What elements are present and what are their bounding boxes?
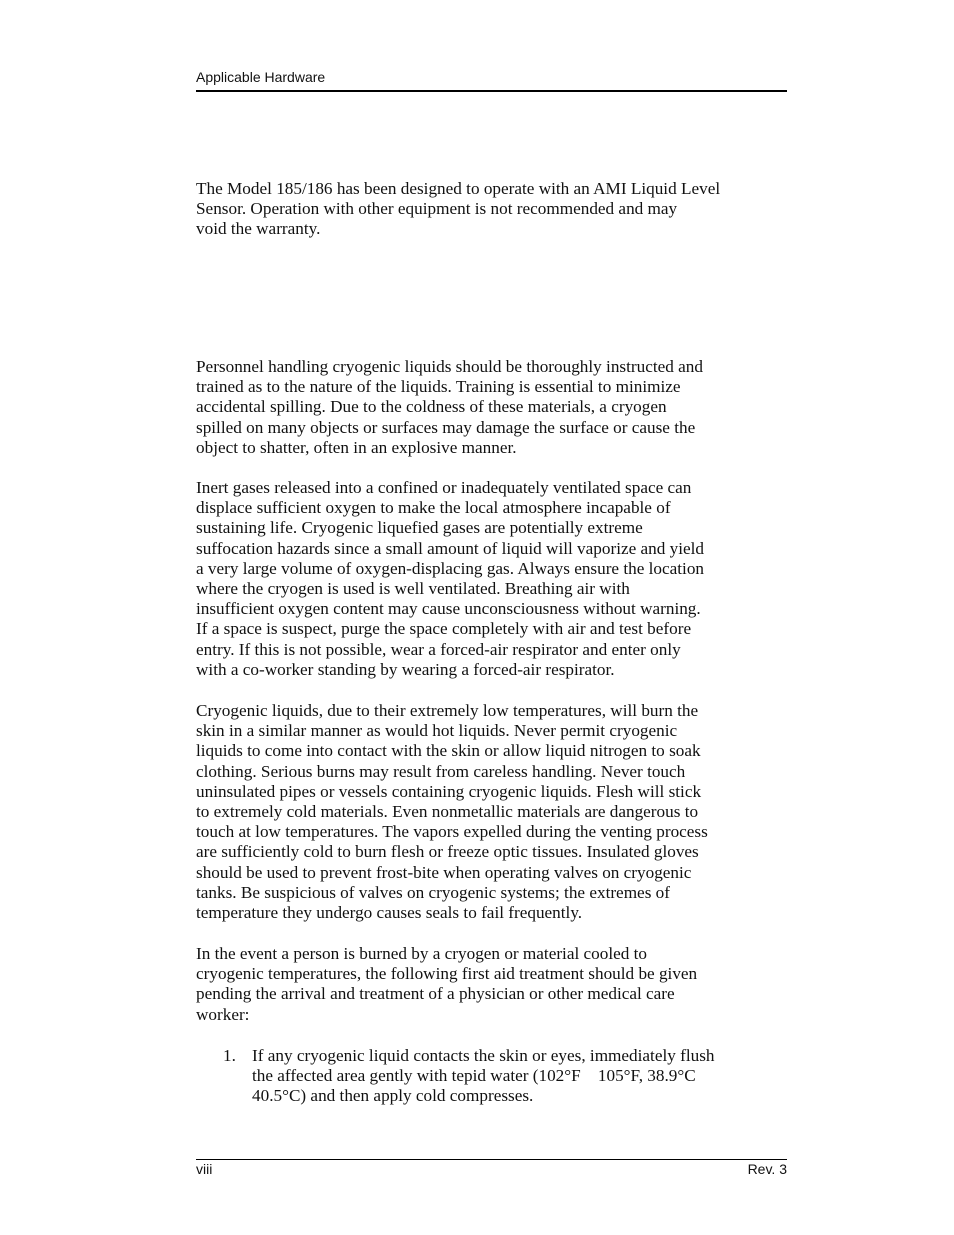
revision-label: Rev. 3 — [747, 1161, 787, 1177]
text-line: accidental spilling. Due to the coldness of these materials, a cryogen — [196, 397, 667, 417]
text-line: temperature they undergo causes seals to fail frequently. — [196, 903, 583, 923]
text-line: skin in a similar manner as would hot liquids. Never permit cryogenic — [196, 721, 678, 741]
paragraph-cryogenic-burns — [196, 701, 787, 923]
text-line: touch at low temperatures. The vapors expelled during the venting process — [196, 822, 708, 842]
text-line: trained as to the nature of the liquids. Training is essential to minimize — [196, 377, 681, 397]
text-line: cryogenic temperatures, the following first aid treatment should be given — [196, 964, 698, 984]
text-line: Cryogenic liquids, due to their extremely low temperatures, will burn the — [196, 701, 699, 720]
text-line: object to shatter, often in an explosive manner. — [196, 437, 517, 457]
text-line: should be used to prevent frost-bite when operating valves on cryogenic — [196, 862, 692, 882]
text-line: The Model 185/186 has been designed to operate with an AMI Liquid Level — [196, 179, 721, 198]
running-header: Applicable Hardware — [196, 69, 326, 85]
text-line: If any cryogenic liquid contacts the skin or eyes, immediately flush — [252, 1046, 715, 1065]
text-line: are sufficiently cold to burn flesh or freeze optic tissues. Insulated gloves — [196, 842, 699, 862]
text-line: liquids to come into contact with the skin or allow liquid nitrogen to soak — [196, 741, 701, 761]
paragraph-inert-gases — [196, 478, 787, 680]
text-line: 40.5°C) and then apply cold compresses. — [252, 1086, 534, 1106]
footer-rule — [196, 1159, 787, 1160]
text-line: void the warranty. — [196, 219, 321, 239]
list-item-first-aid-1 — [196, 1046, 787, 1107]
text-line: to extremely cold materials. Even nonmetallic materials are dangerous to — [196, 802, 699, 822]
text-line: displace sufficient oxygen to make the local atmosphere incapable of — [196, 498, 671, 518]
paragraph-applicable-hardware — [196, 179, 787, 240]
text-line: with a co-worker standing by wearing a forced-air respirator. — [196, 659, 615, 679]
page-number: viii — [196, 1161, 213, 1177]
header-rule — [196, 90, 787, 92]
text-line: In the event a person is burned by a cryogen or material cooled to — [196, 944, 648, 963]
text-line: uninsulated pipes or vessels containing cryogenic liquids. Flesh will stick — [196, 781, 702, 801]
text-line: worker: — [196, 1004, 250, 1024]
list-number: 1. — [223, 1046, 236, 1065]
text-line: a very large volume of oxygen-displacing gas. Always ensure the location — [196, 558, 705, 578]
text-line: pending the arrival and treatment of a physician or other medical care — [196, 984, 675, 1004]
text-line: Personnel handling cryogenic liquids should be thoroughly instructed and — [196, 357, 703, 376]
text-line: spilled on many objects or surfaces may damage the surface or cause the — [196, 417, 696, 437]
text-line: suffocation hazards since a small amount of liquid will vaporize and yield — [196, 538, 705, 558]
paragraph-personnel-handling — [196, 357, 787, 458]
text-line: clothing. Serious burns may result from careless handling. Never touch — [196, 761, 686, 781]
text-line: If a space is suspect, purge the space completely with air and test before — [196, 619, 692, 639]
list-item-body — [252, 1046, 715, 1107]
text-line: the affected area gently with tepid water (102°F 105°F, 38.9°C — [252, 1066, 696, 1086]
text-line: sustaining life. Cryogenic liquefied gases are potentially extreme — [196, 518, 643, 538]
text-line: Inert gases released into a confined or inadequately ventilated space can — [196, 478, 692, 497]
text-line: where the cryogen is used is well ventilated. Breathing air with — [196, 579, 630, 599]
text-line: Sensor. Operation with other equipment is not recommended and may — [196, 199, 678, 219]
text-line: tanks. Be suspicious of valves on cryogenic systems; the extremes of — [196, 882, 670, 902]
text-line: insufficient oxygen content may cause unconsciousness without warning. — [196, 599, 701, 619]
paragraph-first-aid — [196, 944, 787, 1025]
text-line: entry. If this is not possible, wear a forced-air respirator and enter only — [196, 639, 681, 659]
